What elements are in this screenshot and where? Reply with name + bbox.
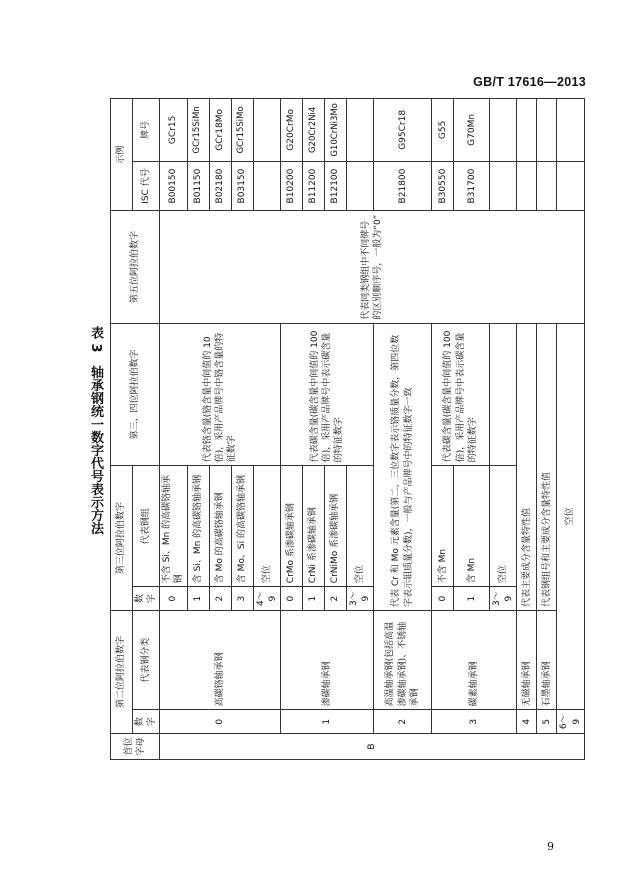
grade [517, 99, 537, 162]
header-example: 示例 [111, 99, 133, 211]
third-fourth-desc: 代表 Cr 和 Mo 元素含量(第二、三位数字表示铬质量分数，第四位数字表示钼质量分数)，一般与产品牌号中的特征数字一致 [374, 323, 432, 610]
class-number: 2 [374, 710, 432, 734]
class-name: 渗碳轴承钢 [280, 610, 373, 709]
isc-code: B11200 [302, 161, 324, 211]
third-fourth-desc: 代表碳含量(碳含量中间值的 100倍)，采用产品牌号中表示碳含量的特征数字 [432, 323, 490, 466]
group-name: CrNiMo 系渗碳轴承钢 [324, 466, 346, 587]
group-name: 空位 [346, 466, 373, 587]
header-third-digit: 第三位阿拉伯数字 [111, 466, 133, 611]
header-group: 代表钢组 [133, 466, 160, 587]
header-third-fourth-digits: 第三、四位阿拉伯数字 [111, 323, 160, 466]
isc-code [490, 161, 517, 211]
header-fifth-digit: 第五位阿拉伯数字 [111, 211, 160, 323]
table-row [280, 99, 302, 760]
grade: GCr18Mo [209, 99, 231, 162]
table-row [432, 99, 454, 760]
grade: GCr15 [160, 99, 187, 162]
group-number: 0 [280, 587, 302, 611]
grade: GCr15SiMo [231, 99, 253, 162]
isc-code: B00150 [160, 161, 187, 211]
third-fourth-desc: 代表铬含量(铬含量中间值的 10倍)，采用产品牌号中铬含量的特征数字 [160, 323, 281, 466]
isc-code: B03150 [231, 161, 253, 211]
class-name: 高温轴承钢(包括高温渗碳轴承钢)、不锈轴承钢 [374, 610, 432, 709]
group-name: 含 Mn [454, 466, 490, 587]
table-row [557, 99, 584, 760]
bearing-steel-code-table [110, 98, 585, 760]
grade: G10CrNi3Mo [324, 99, 346, 162]
isc-code: B02180 [209, 161, 231, 211]
isc-code: B10200 [280, 161, 302, 211]
isc-code [346, 161, 373, 211]
grade: GCr15SiMn [187, 99, 209, 162]
group-name: 不含 Si、Mn 的高碳铬轴承钢 [160, 466, 187, 587]
class-number: 3 [432, 710, 517, 734]
grade [253, 99, 280, 162]
isc-code [537, 161, 557, 211]
fifth-digit-desc: 代表同类钢组中不同牌号的区别顺序号，一般为“0” [160, 211, 584, 323]
isc-code: B01150 [187, 161, 209, 211]
grade: G20Cr2Ni4 [302, 99, 324, 162]
class-number: 6～9 [557, 710, 584, 734]
class-name: 高碳铬轴承钢 [160, 610, 281, 709]
isc-code [517, 161, 537, 211]
class-number: 1 [280, 710, 373, 734]
first-letter-cell: B [160, 734, 584, 760]
class-name: 空位 [557, 323, 584, 710]
grade [557, 99, 584, 162]
group-name: CrNi 系渗碳轴承钢 [302, 466, 324, 587]
grade [490, 99, 517, 162]
standard-number: GB/T 17616—2013 [473, 75, 586, 89]
group-name: 含 Mo、Si 的高碳铬轴承钢 [231, 466, 253, 587]
group-number: 2 [324, 587, 346, 611]
group-name: 代表主要成分含量特性值 [517, 323, 537, 610]
table-row [160, 99, 187, 760]
table-container [110, 98, 582, 760]
group-number: 0 [160, 587, 187, 611]
group-name: 代表钢组号和主要成分含量特性值 [537, 323, 557, 610]
class-name: 无磁轴承钢 [517, 610, 537, 709]
header-class: 代表钢分类 [133, 610, 160, 709]
grade: G20CrMo [280, 99, 302, 162]
group-number: 4～9 [253, 587, 280, 611]
table-title: 表 3 轴承钢统一数字代号表示方法 [88, 325, 103, 535]
class-number: 0 [160, 710, 281, 734]
header-number: 数字 [133, 710, 160, 734]
group-number: 3 [231, 587, 253, 611]
group-number: 1 [302, 587, 324, 611]
group-number: 1 [187, 587, 209, 611]
group-number: 1 [454, 587, 490, 611]
header-first-letter: 首位字母 [111, 734, 160, 760]
group-name: 空位 [490, 466, 517, 587]
class-number: 5 [537, 710, 557, 734]
group-number: 0 [432, 587, 454, 611]
isc-code [557, 161, 584, 211]
table-row [374, 99, 432, 760]
third-fourth-desc: 代表碳含量(碳含量中间值的 100倍)，采用产品牌号中表示碳含量的特征数字 [280, 323, 373, 466]
grade: G55 [432, 99, 454, 162]
table-row [517, 99, 537, 760]
class-number: 4 [517, 710, 537, 734]
group-number: 2 [209, 587, 231, 611]
group-name: 空位 [253, 466, 280, 587]
group-name: 含 Mo 的高碳铬轴承钢 [209, 466, 231, 587]
grade [537, 99, 557, 162]
group-name: 含 Si、Mn 的高碳铬轴承钢 [187, 466, 209, 587]
grade: G70Mn [454, 99, 490, 162]
isc-code: B30550 [432, 161, 454, 211]
grade [346, 99, 373, 162]
isc-code: B31700 [454, 161, 490, 211]
class-name: 碳素轴承钢 [432, 610, 517, 709]
header-isc: ISC 代号 [133, 161, 160, 211]
group-name: 不含 Mn [432, 466, 454, 587]
class-name: 石墨轴承钢 [537, 610, 557, 709]
third-fourth-desc [490, 323, 517, 466]
isc-code: B21800 [374, 161, 432, 211]
isc-code [253, 161, 280, 211]
isc-code: B12100 [324, 161, 346, 211]
group-number: 3～9 [346, 587, 373, 611]
group-number: 3～9 [490, 587, 517, 611]
header-grade: 牌号 [133, 99, 160, 162]
header-second-digit: 第二位阿拉伯数字 [111, 610, 133, 733]
grade: G95Cr18 [374, 99, 432, 162]
table-row [537, 99, 557, 760]
group-name: CrMo 系渗碳轴承钢 [280, 466, 302, 587]
header-number: 数字 [133, 587, 160, 611]
page-number: 9 [547, 840, 554, 853]
